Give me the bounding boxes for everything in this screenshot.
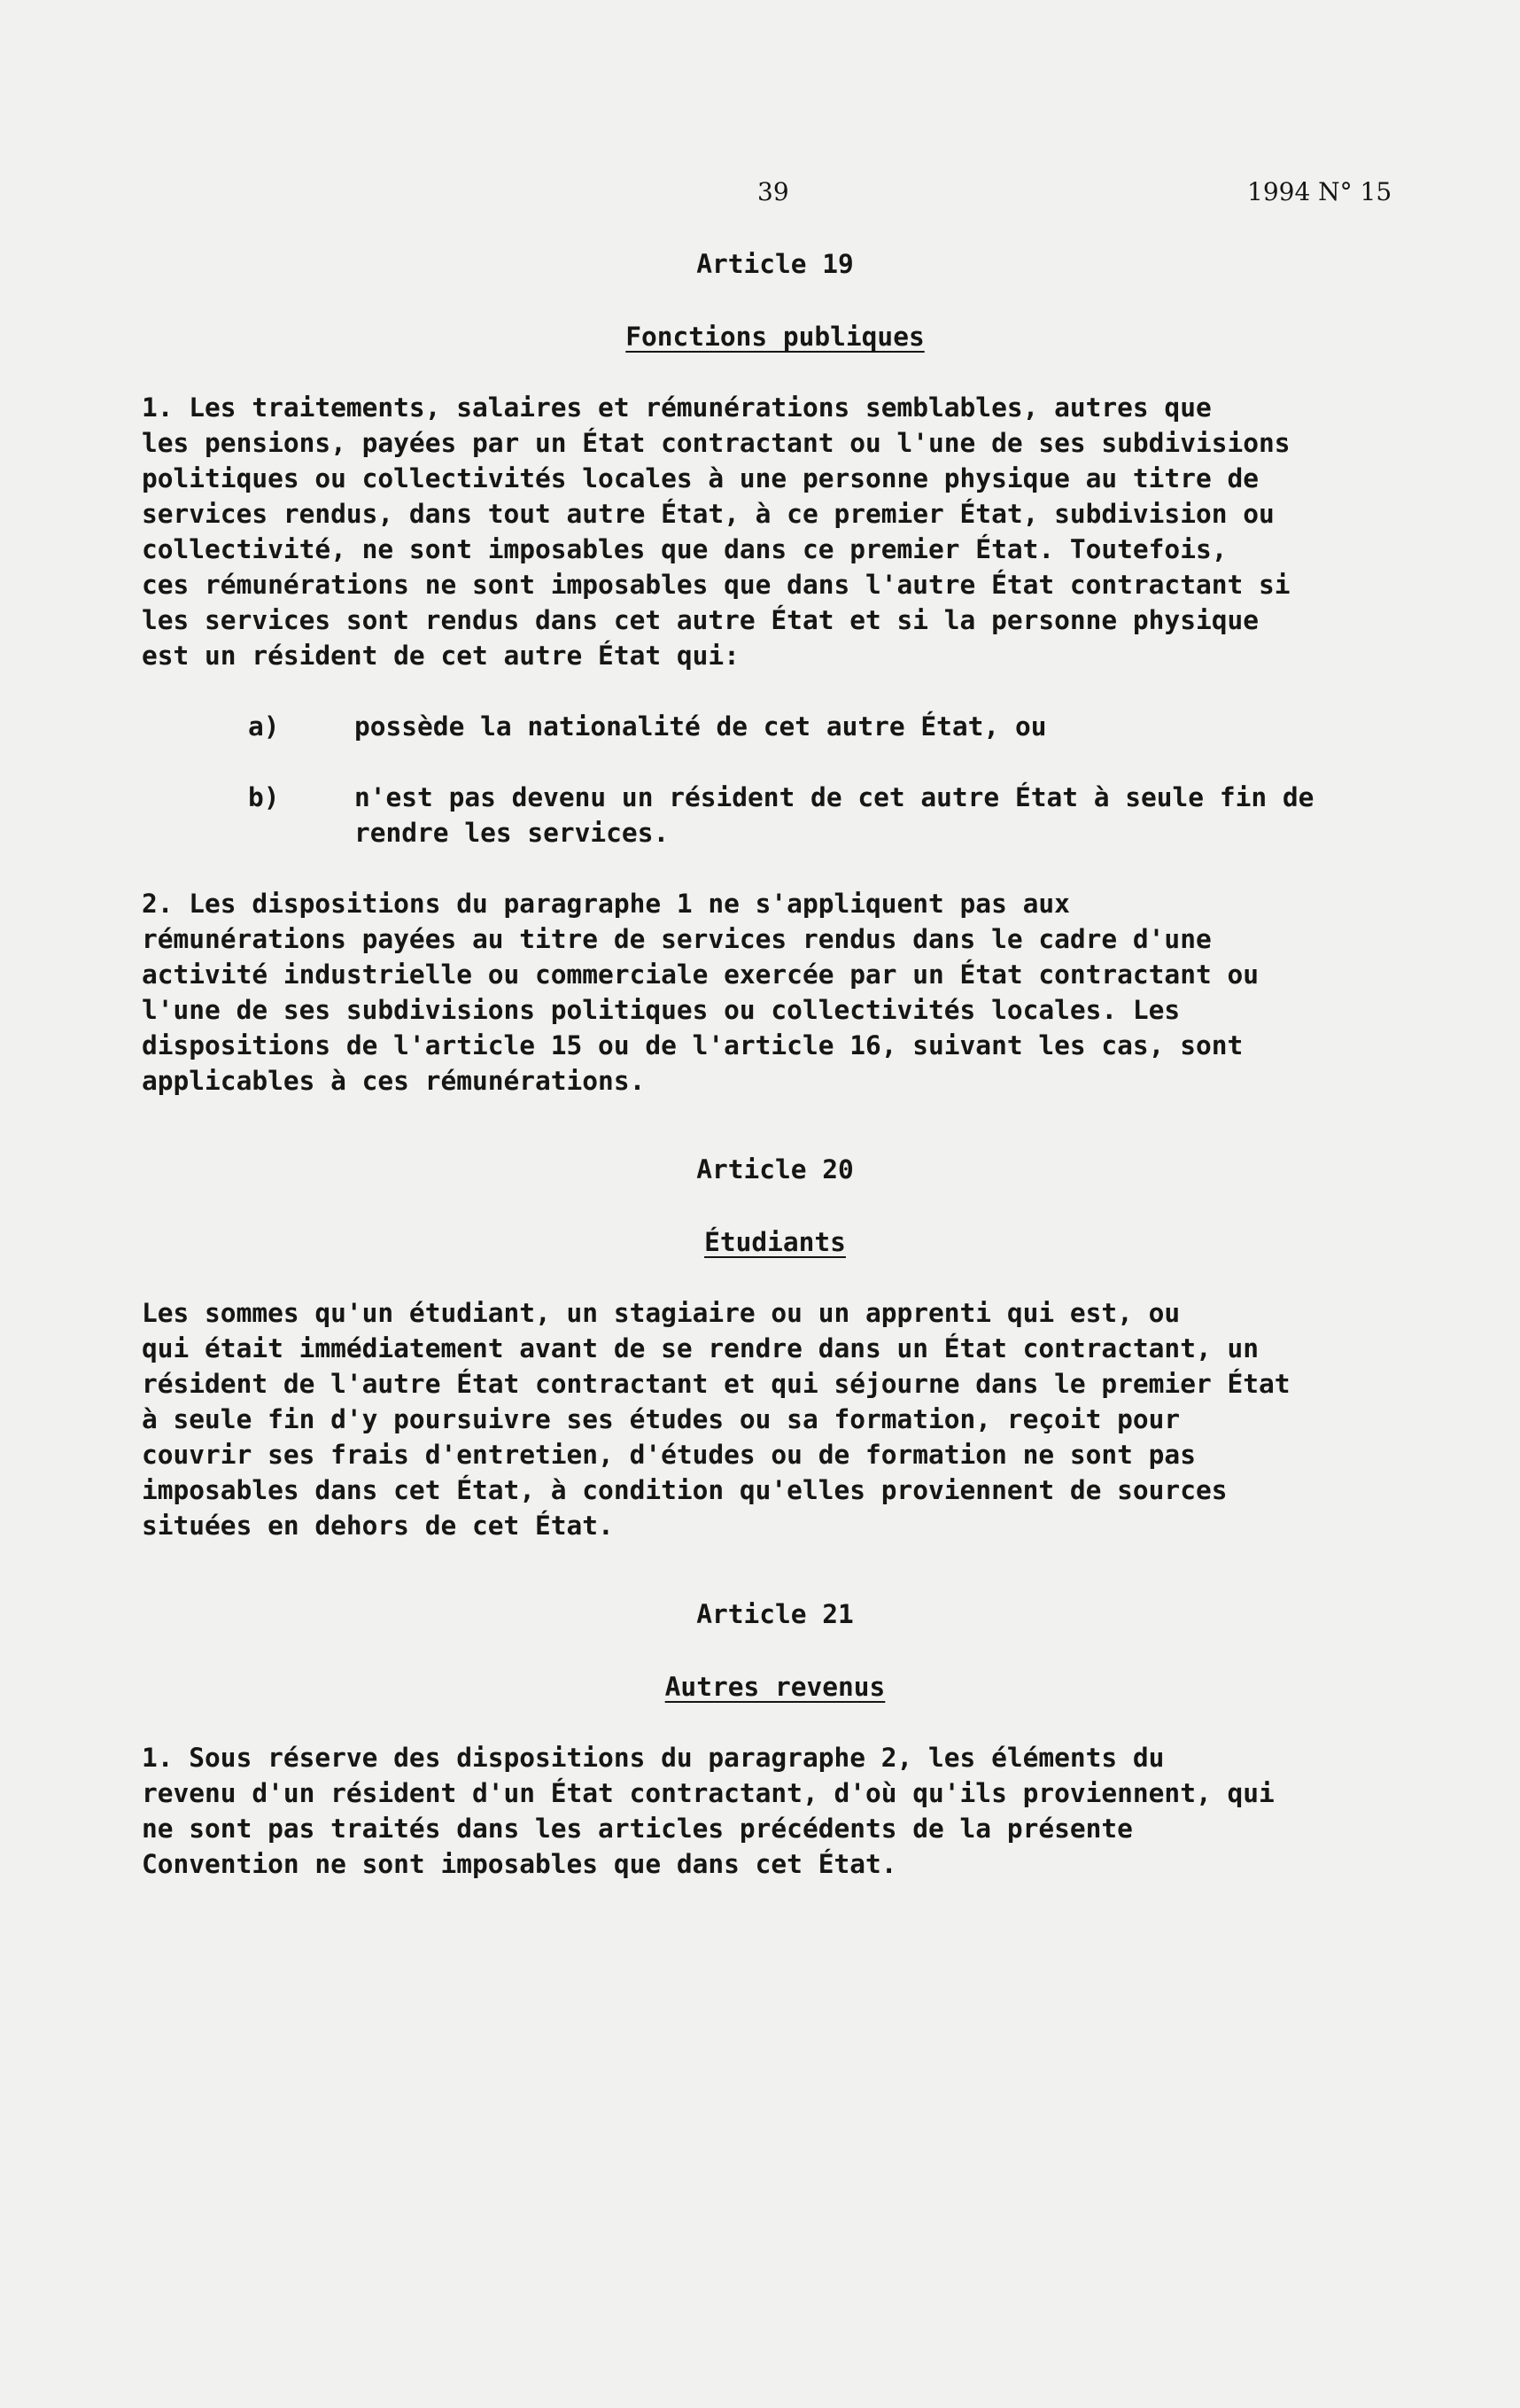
item-a-label: a) xyxy=(248,711,280,742)
page-number: 39 xyxy=(757,177,789,206)
issue-number: 1994 N° 15 xyxy=(1247,177,1392,206)
article-21-title: Article 21 xyxy=(696,1599,854,1629)
document-body xyxy=(142,246,1408,1882)
article-19-paragraph-1: 1. Les traitements, salaires et rémunérations semblables, autres que les pensions, payées par un État contractant ou l'une de ses subdivisions politiques ou collectivités locales à une personne physique au titre de services rendus, dans tout autre État, à ce premier État, subdivision ou collectivité, ne sont imposables que dans ce premier État. Toutefois, ces rémunérations ne sont imposables que dans l'autre État contractant si les services sont rendus dans cet autre État et si la personne physique est un résident de cet autre État qui: xyxy=(142,392,1291,671)
article-20-paragraph: Les sommes qu'un étudiant, un stagiaire ou un apprenti qui est, ou qui était immédiatement avant de se rendre dans un État contractant, un résident de l'autre État contractant et qui séjourne dans le premier État à seule fin d'y poursuivre ses études ou sa formation, reçoit pour couvrir ses frais d'entretien, d'études ou de formation ne sont pas imposables dans cet État, à condition qu'elles proviennent de sources situées en dehors de cet État. xyxy=(142,1298,1291,1541)
item-b-label: b) xyxy=(248,782,280,812)
article-19 xyxy=(142,246,1408,1099)
item-b-text: n'est pas devenu un résident de cet autre État à seule fin de rendre les services. xyxy=(354,782,1314,848)
article-20 xyxy=(142,1152,1408,1543)
article-21-subtitle: Autres revenus xyxy=(664,1672,886,1702)
article-20-title: Article 20 xyxy=(696,1154,854,1185)
article-19-paragraph-2: 2. Les dispositions du paragraphe 1 ne s'appliquent pas aux rémunérations payées au titre de services rendus dans le cadre d'une activité industrielle ou commerciale exercée par un État contractant ou l'une de ses subdivisions politiques ou collectivités locales. Les dispositions de l'article 15 ou de l'article 16, suivant les cas, sont applicables à ces rémunérations. xyxy=(142,889,1259,1096)
article-21-paragraph-1: 1. Sous réserve des dispositions du paragraphe 2, les éléments du revenu d'un résident d'un État contractant, d'où qu'ils proviennent, qui ne sont pas traités dans les articles précédents de la présente Convention ne sont imposables que dans cet État. xyxy=(142,1743,1275,1879)
article-19-subtitle: Fonctions publiques xyxy=(625,322,925,352)
page-header xyxy=(0,177,1520,213)
item-a-text: possède la nationalité de cet autre État, ou xyxy=(354,711,1047,742)
article-20-subtitle: Étudiants xyxy=(704,1227,846,1257)
article-21 xyxy=(142,1596,1408,1882)
article-19-item-b xyxy=(142,780,1408,851)
article-19-item-a xyxy=(142,709,1408,744)
article-19-title: Article 19 xyxy=(696,249,854,279)
